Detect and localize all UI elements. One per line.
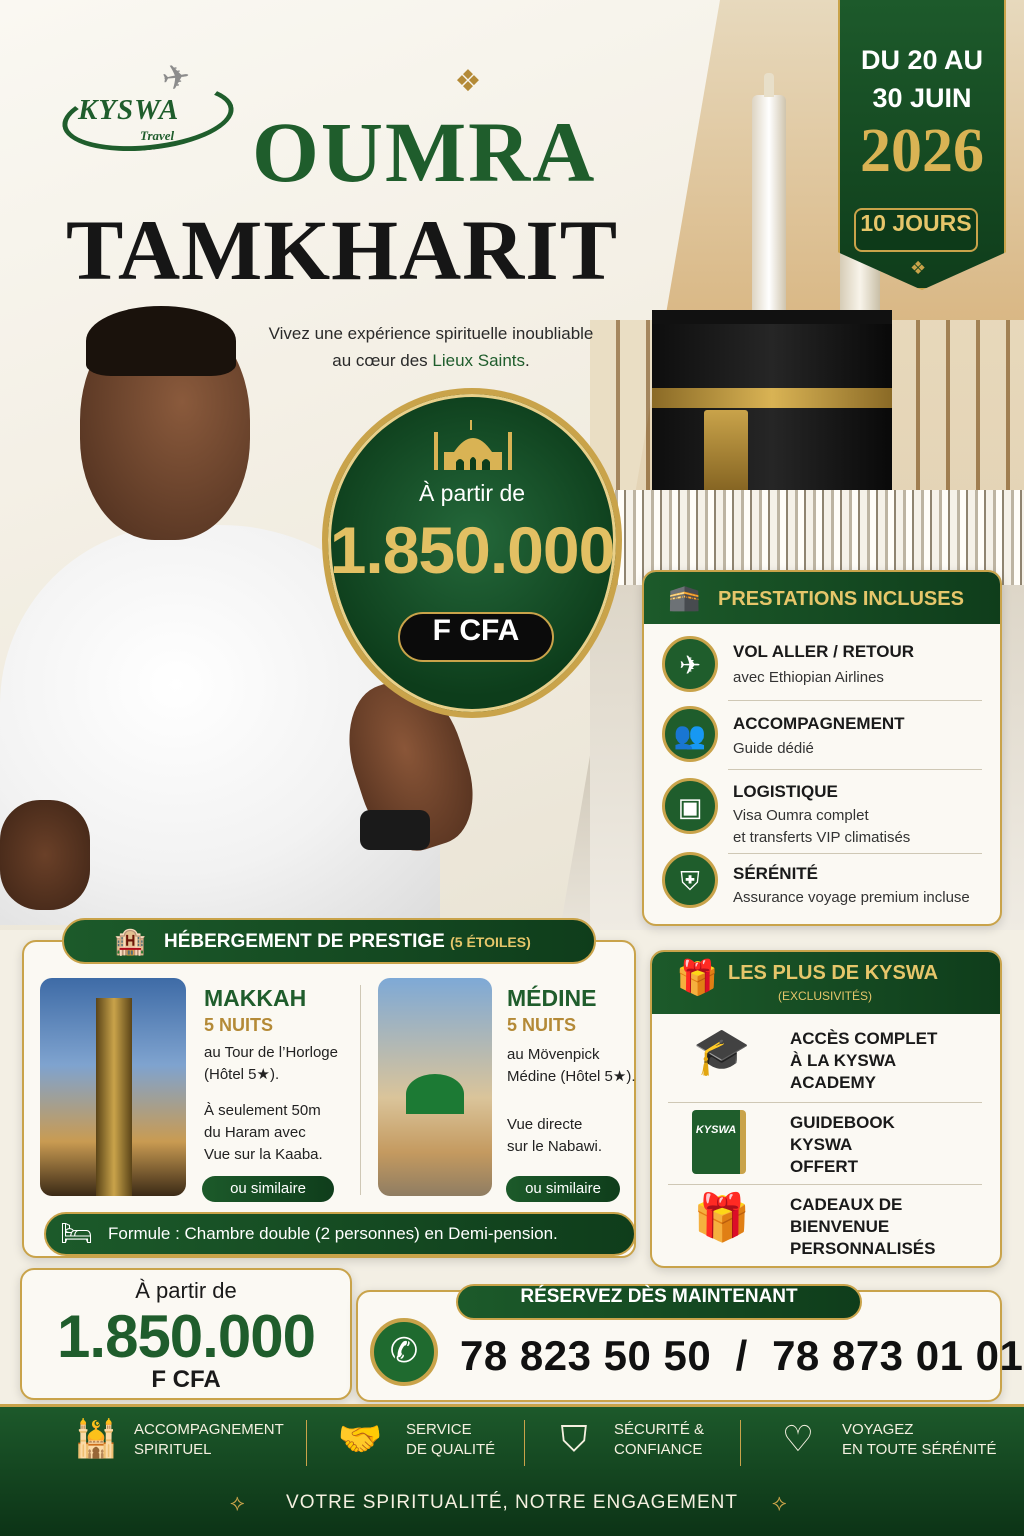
makkah-similar-badge: ou similaire	[202, 1176, 334, 1202]
shield-check-icon: ⛉	[560, 1418, 588, 1459]
tagline-highlight: Lieux Saints	[432, 351, 526, 370]
passport-icon: ▣	[662, 778, 718, 834]
hebergement-title	[164, 931, 531, 953]
plus-subtitle: (EXCLUSIVITÉS)	[778, 989, 873, 1003]
kaaba-icon: 🕋	[668, 582, 701, 612]
plus-academy-line-3: ACADEMY	[790, 1073, 876, 1092]
medine-desc-2: Médine (Hôtel 5★).	[507, 1068, 636, 1085]
kaaba	[652, 310, 892, 510]
tagline-text: Vivez une expérience spirituelle inoubliable au cœur des	[268, 324, 594, 370]
service-divider	[728, 853, 982, 854]
slogan-ornament-left-icon: ⟡	[230, 1490, 245, 1515]
plus-divider	[668, 1102, 982, 1103]
book-label: KYSWA	[695, 1124, 737, 1136]
footer-feature-spiritual	[134, 1420, 284, 1460]
reservation-header: RÉSERVEZ DÈS MAINTENANT	[456, 1284, 862, 1320]
slogan-ornament-right-icon: ⟡	[772, 1490, 787, 1515]
hebergement-title-main: HÉBERGEMENT DE PRESTIGE	[164, 931, 445, 952]
service-text-insurance: Assurance voyage premium incluse	[733, 889, 970, 906]
plus-guidebook-line-3: OFFERT	[790, 1157, 858, 1176]
footer-spiritual-line-2: SPIRITUEL	[134, 1441, 212, 1458]
plus-academy-line-1: ACCÈS COMPLET	[790, 1029, 938, 1048]
makkah-nights: 5 NUITS	[204, 1015, 274, 1035]
medine-desc-3: Vue directe	[507, 1116, 583, 1133]
ornament-icon: ❖	[454, 65, 482, 98]
plus-guidebook-line-1: GUIDEBOOK	[790, 1113, 895, 1132]
people-icon: 👥	[662, 706, 718, 762]
title-line-2: TAMKHARIT	[66, 202, 619, 298]
plus-title: LES PLUS DE KYSWA	[728, 962, 939, 984]
shield-icon: ⛨	[662, 852, 718, 908]
plus-academy-line-2: À LA KYSWA	[790, 1051, 897, 1070]
medine-mosque-image	[378, 978, 492, 1196]
makkah-desc-2: (Hôtel 5★).	[204, 1066, 280, 1083]
plus-gifts-line-1: CADEAUX DE	[790, 1195, 903, 1214]
mosque-icon: 🕌	[73, 1418, 119, 1459]
footer-separator	[740, 1420, 741, 1466]
logo-plane-icon: ✈	[159, 57, 194, 99]
date-line-1: DU 20 AU	[860, 45, 984, 75]
kaaba-door	[704, 410, 748, 502]
footer-feature-security	[614, 1420, 704, 1460]
footer-service-line-2: DE QUALITÉ	[406, 1441, 496, 1458]
plus-guidebook-line-2: KYSWA	[790, 1135, 853, 1154]
service-title-guide: ACCOMPAGNEMENT	[733, 714, 905, 733]
phone-icon[interactable]: ✆	[370, 1318, 438, 1386]
gift-box-icon: 🎁	[693, 1191, 751, 1243]
service-text-logistics-2: et transferts VIP climatisés	[733, 829, 911, 846]
medine-city: MÉDINE	[507, 985, 597, 1011]
heart-icon: ♡	[781, 1418, 815, 1459]
minaret	[752, 95, 786, 325]
tagline	[266, 320, 596, 374]
medal-price: 1.850.000	[329, 513, 615, 587]
kaaba-gold-band	[652, 388, 892, 408]
duration-badge: 10 JOURS	[854, 208, 978, 252]
footer-feature-service	[406, 1420, 495, 1460]
bottom-price-amount: 1.850.000	[57, 1303, 315, 1370]
medine-nights: 5 NUITS	[507, 1015, 577, 1035]
book-icon	[692, 1110, 746, 1174]
plane-icon: ✈	[662, 636, 718, 692]
footer-gold-line	[0, 1404, 1024, 1407]
formula-text: Formule : Chambre double (2 personnes) en Demi-pension.	[108, 1224, 558, 1243]
service-title-insurance: SÉRÉNITÉ	[733, 864, 819, 883]
footer-separator	[306, 1420, 307, 1466]
makkah-clock-tower-image	[40, 978, 186, 1196]
footer-serenity-line-1: VOYAGEZ	[842, 1421, 914, 1438]
bottom-price-from: À partir de	[135, 1278, 237, 1303]
medine-desc-1: au Mövenpick	[507, 1046, 600, 1063]
makkah-city: MAKKAH	[204, 985, 307, 1011]
footer-slogan: VOTRE SPIRITUALITÉ, NOTRE ENGAGEMENT	[286, 1492, 738, 1513]
medal-currency: F CFA	[398, 612, 554, 662]
footer-spiritual-line-1: ACCOMPAGNEMENT	[134, 1421, 284, 1438]
plus-gifts-line-2: BIENVENUE	[790, 1217, 890, 1236]
pilgrim-left-hand	[0, 800, 90, 910]
hebergement-divider	[360, 985, 361, 1195]
date-line-2: 30 JUIN	[872, 83, 972, 113]
service-divider	[728, 700, 982, 701]
date-year: 2026	[860, 117, 984, 185]
phone-numbers[interactable]: 78 823 50 50 / 78 873 01 01	[460, 1332, 1024, 1379]
service-title-logistics: LOGISTIQUE	[733, 782, 838, 801]
footer-serenity-line-2: EN TOUTE SÉRÉNITÉ	[842, 1441, 997, 1458]
banner-ornament-icon: ❖	[910, 258, 927, 278]
footer-security-line-2: CONFIANCE	[614, 1441, 703, 1458]
footer-feature-serenity	[842, 1420, 996, 1460]
logo-text: KYSWA	[78, 94, 180, 126]
plus-gifts-line-3: PERSONNALISÉS	[790, 1239, 936, 1258]
plus-item-academy	[790, 1028, 937, 1094]
bottom-price-currency: F CFA	[151, 1366, 221, 1393]
handshake-icon: 🤝	[337, 1418, 383, 1459]
hotel-icon: 🏨	[114, 926, 147, 956]
service-text-logistics-1: Visa Oumra complet	[733, 807, 869, 824]
pilgrim-hair	[86, 306, 236, 376]
title-line-1: OUMRA	[252, 104, 597, 200]
bed-icon: 🛏	[60, 1218, 94, 1248]
logo-subtitle: Travel	[140, 128, 175, 143]
mosque-icon	[430, 418, 516, 470]
plus-item-guidebook	[790, 1112, 895, 1178]
hebergement-title-note: (5 ÉTOILES)	[450, 934, 531, 950]
medine-desc-4: sur le Nabawi.	[507, 1138, 603, 1155]
footer-separator	[524, 1420, 525, 1466]
footer-service-line-1: SERVICE	[406, 1421, 472, 1438]
service-text-flight: avec Ethiopian Airlines	[733, 669, 884, 686]
plus-item-gifts	[790, 1194, 935, 1260]
graduation-cap-icon: 🎓	[693, 1025, 751, 1077]
footer-security-line-1: SÉCURITÉ &	[614, 1421, 705, 1438]
makkah-desc-4: du Haram avec	[204, 1124, 306, 1141]
pilgrim-watch	[360, 810, 430, 850]
makkah-desc-3: À seulement 50m	[204, 1102, 321, 1119]
services-title: PRESTATIONS INCLUSES	[718, 588, 964, 610]
gift-icon: 🎁	[676, 959, 719, 997]
makkah-desc-5: Vue sur la Kaaba.	[204, 1146, 323, 1163]
service-divider	[728, 769, 982, 770]
tagline-end: .	[525, 351, 530, 370]
makkah-desc-1: au Tour de l’Horloge	[204, 1044, 338, 1061]
service-text-guide: Guide dédié	[733, 740, 814, 757]
medine-similar-badge: ou similaire	[506, 1176, 620, 1202]
medal-from-label: À partir de	[418, 480, 526, 506]
plus-divider	[668, 1184, 982, 1185]
service-title-flight: VOL ALLER / RETOUR	[733, 642, 915, 661]
